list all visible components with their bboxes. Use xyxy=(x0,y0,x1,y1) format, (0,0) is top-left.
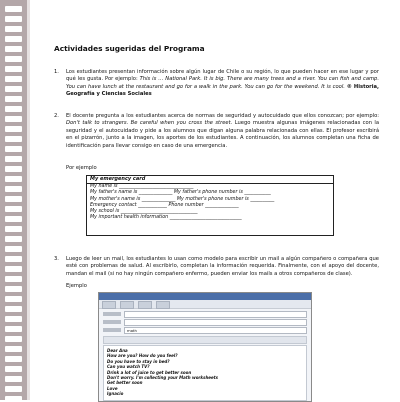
binding-hole xyxy=(5,206,22,212)
email-line: Do you have to stay in bed? xyxy=(107,358,170,364)
binding-hole xyxy=(5,246,22,252)
card-line: My mother's name is ______________ My mother's phone number is __________ xyxy=(90,196,275,202)
binding-hole xyxy=(5,226,22,232)
binding-hole xyxy=(5,16,22,22)
email-line: Don't worry. I'm collecting your Math worksheets xyxy=(107,375,219,381)
email-body xyxy=(103,345,307,401)
subject-value: math xyxy=(124,327,307,334)
binding-hole xyxy=(5,106,22,112)
binding-hole xyxy=(5,6,22,12)
binding-hole xyxy=(5,196,22,202)
binding-hole xyxy=(5,186,22,192)
email-line: Dear Ana xyxy=(107,348,128,353)
to-field xyxy=(103,311,307,317)
activity-text: Luego de leer un mail, los estudiantes lo usan como modelo para escribir un mail a algún compañero o compañera que esté con problemas de salud. Al escribirlo, completan la información requerida. Finalmente, con el apoyo del docente, mandan el mail (si no hay ningún compañero enfermo, pueden enviar los mails a otros compañeros de clase). xyxy=(66,256,379,277)
activity-text: El docente pregunta a los estudiantes acerca de normas de seguridad y autocuidado que ellos conozcan; por ejemplo: Don't talk to strangers. Be careful when you cross the street. Luego muestra algunas imágenes relacionadas con la seguridad y el autocuidado y pide a los alumnos que digan alguna palabra relacionada con ellas. El profesor escribirá en el pizarrón, junto a la imagen, los aportes de los estudiantes. A continuación, los alumnos completan una ficha de identificación para llevar consigo en caso de una emergencia. xyxy=(66,113,379,149)
binding-hole xyxy=(5,156,22,162)
email-screenshot xyxy=(98,292,312,402)
binding-hole xyxy=(5,76,22,82)
card-line: My name is _______________________________ xyxy=(90,184,194,189)
email-line: Drink a lot of juice to get better soon xyxy=(107,369,192,375)
send-icon xyxy=(102,301,116,309)
cc-field xyxy=(103,319,307,325)
card-line: My important health information ______________________________ xyxy=(90,215,242,221)
email-line: Love xyxy=(107,385,118,391)
window-title-bar xyxy=(99,293,311,300)
binding-hole xyxy=(5,116,22,122)
section-title: Actividades sugeridas del Programa xyxy=(54,44,205,53)
binding-hole xyxy=(5,96,22,102)
emergency-card-heading: My emergency card xyxy=(87,176,333,184)
activity-number: 1. xyxy=(54,69,59,75)
binding-hole xyxy=(5,376,22,382)
emergency-card xyxy=(86,175,334,236)
binding-hole xyxy=(5,276,22,282)
binding-hole xyxy=(5,256,22,262)
email-line: Can you watch TV? xyxy=(107,364,150,370)
binding-hole xyxy=(5,386,22,392)
save-icon xyxy=(120,301,134,309)
toolbar xyxy=(99,300,311,309)
binding-hole xyxy=(5,366,22,372)
binding-hole xyxy=(5,266,22,272)
field-box xyxy=(124,311,307,318)
email-line: Get better soon xyxy=(107,380,143,386)
binding-hole xyxy=(5,146,22,152)
card-line: My school is ________________________________ xyxy=(90,209,198,215)
binding-hole xyxy=(5,306,22,312)
field-label xyxy=(103,320,121,324)
field-label xyxy=(103,328,121,332)
activity-2 xyxy=(54,113,379,150)
binding-hole xyxy=(5,296,22,302)
card-line: My father's name is ______________ My father's phone number is ___________ xyxy=(90,190,271,196)
binding-hole xyxy=(5,126,22,132)
binding-hole xyxy=(5,286,22,292)
options-icon xyxy=(156,301,170,309)
subject-field xyxy=(103,327,307,333)
email-line: Ignacio xyxy=(107,391,124,397)
activity-3 xyxy=(54,256,379,278)
binding-hole xyxy=(5,166,22,172)
binding-holes xyxy=(5,0,22,400)
binding-hole xyxy=(5,346,22,352)
example-label: Por ejemplo xyxy=(66,165,97,171)
field-label xyxy=(103,312,121,316)
activity-1 xyxy=(54,69,379,99)
email-line: How are you? How do you feel? xyxy=(107,353,178,359)
notebook-binding xyxy=(0,0,27,400)
format-bar xyxy=(103,336,307,344)
field-box xyxy=(124,319,307,326)
binding-hole xyxy=(5,236,22,242)
activity-number: 3. xyxy=(54,256,59,262)
binding-hole xyxy=(5,356,22,362)
binding-hole xyxy=(5,176,22,182)
binding-hole xyxy=(5,216,22,222)
document-page xyxy=(30,0,400,400)
binding-hole xyxy=(5,56,22,62)
activity-number: 2. xyxy=(54,113,59,119)
binding-hole xyxy=(5,86,22,92)
example-label: Ejemplo xyxy=(66,283,87,289)
binding-hole xyxy=(5,36,22,42)
binding-hole xyxy=(5,326,22,332)
card-line: Emergency contact ____________ Phone number ______________ xyxy=(90,202,239,208)
binding-hole xyxy=(5,26,22,32)
binding-hole xyxy=(5,136,22,142)
attach-icon xyxy=(138,301,152,309)
binding-hole xyxy=(5,46,22,52)
activity-text: Los estudiantes presentan información sobre algún lugar de Chile o su región, lo que pueden hacer en ese lugar y por qué les gusta. Por ejemplo: This is … National Park. It is big. There are many trees and a river. You can fish and camp. You can have lunch at the restaurant and go for a walk in the park. You can go for the weekend. It is cool. ® Historia, Geografía y Ciencias Sociales xyxy=(66,69,379,98)
binding-hole xyxy=(5,396,22,402)
binding-hole xyxy=(5,66,22,72)
binding-hole xyxy=(5,316,22,322)
binding-hole xyxy=(5,336,22,342)
